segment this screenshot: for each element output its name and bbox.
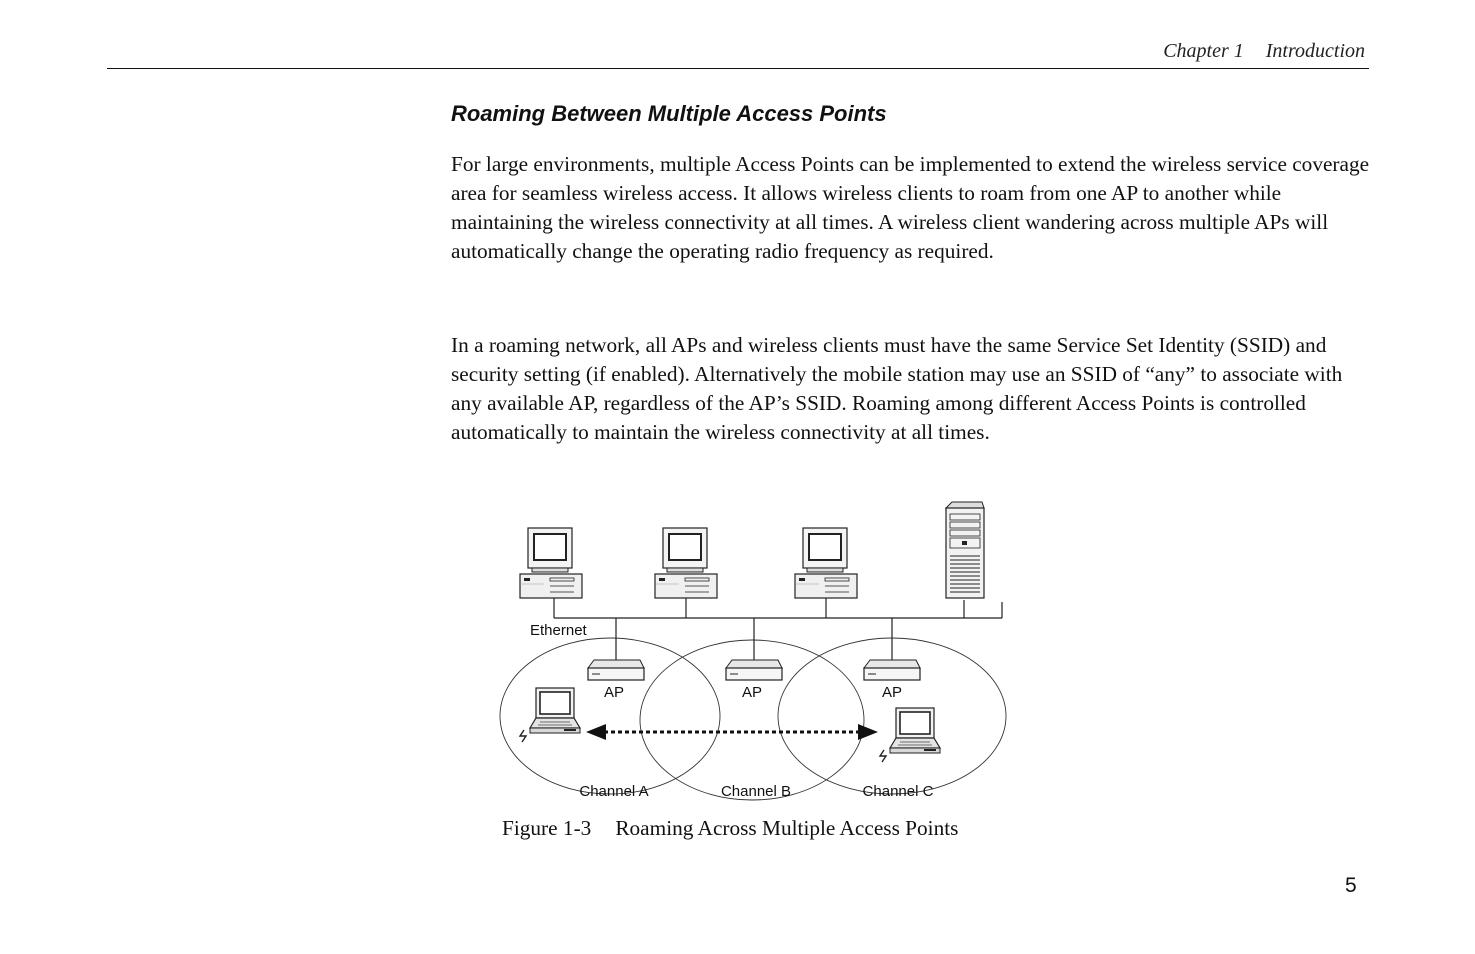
access-point-icon xyxy=(726,660,782,680)
page-number: 5 xyxy=(1345,874,1357,897)
header-chapter: Chapter 1 xyxy=(1163,40,1244,62)
access-point-icon xyxy=(864,660,920,680)
ap-label-3: AP xyxy=(881,684,903,701)
paragraph-1: For large environments, multiple Access Points can be implemented to extend the wireless service coverage area for seamless wireless access. It allows wireless clients to roam from one AP to another while maintaining the wireless connectivity at all times. A wireless client wandering across multiple APs will automatically change the operating radio frequency as required. xyxy=(451,152,1370,263)
laptop-left-icon xyxy=(530,688,580,733)
ethernet-label: Ethernet xyxy=(530,622,587,639)
channel-label-b: Channel B xyxy=(720,783,792,800)
figure-title: Roaming Across Multiple Access Points xyxy=(615,816,959,840)
channel-label-c: Channel C xyxy=(862,783,934,800)
header-section: Introduction xyxy=(1265,40,1365,62)
arrow-left-icon xyxy=(586,724,606,740)
running-header xyxy=(1163,40,1365,63)
wireless-signal-icon xyxy=(520,730,526,742)
desktop-computer-icon xyxy=(655,528,717,598)
figure-number: Figure 1-3 xyxy=(502,816,592,840)
laptop-right-icon xyxy=(890,708,940,753)
server-icon xyxy=(946,502,984,598)
roaming-diagram xyxy=(498,498,1010,802)
header-rule xyxy=(107,68,1369,69)
desktop-computer-icon xyxy=(520,528,582,598)
arrow-right-icon xyxy=(858,724,878,740)
desktop-computer-icon xyxy=(795,528,857,598)
ap-label-2: AP xyxy=(741,684,763,701)
ap-label-1: AP xyxy=(603,684,625,701)
access-point-icon xyxy=(588,660,644,680)
figure-caption xyxy=(502,816,958,841)
wireless-signal-icon xyxy=(880,750,886,762)
channel-label-a: Channel A xyxy=(579,783,649,800)
paragraph-2: In a roaming network, all APs and wireless clients must have the same Service Set Identity (SSID) and security setting (if enabled). Alternatively the mobile station may use an SSID of “any” to associate with any available AP, regardless of the AP’s SSID. Roaming among different Access Points is controlled automatically to maintain the wireless connectivity at all times. xyxy=(451,333,1343,444)
section-title: Roaming Between Multiple Access Points xyxy=(451,101,887,126)
